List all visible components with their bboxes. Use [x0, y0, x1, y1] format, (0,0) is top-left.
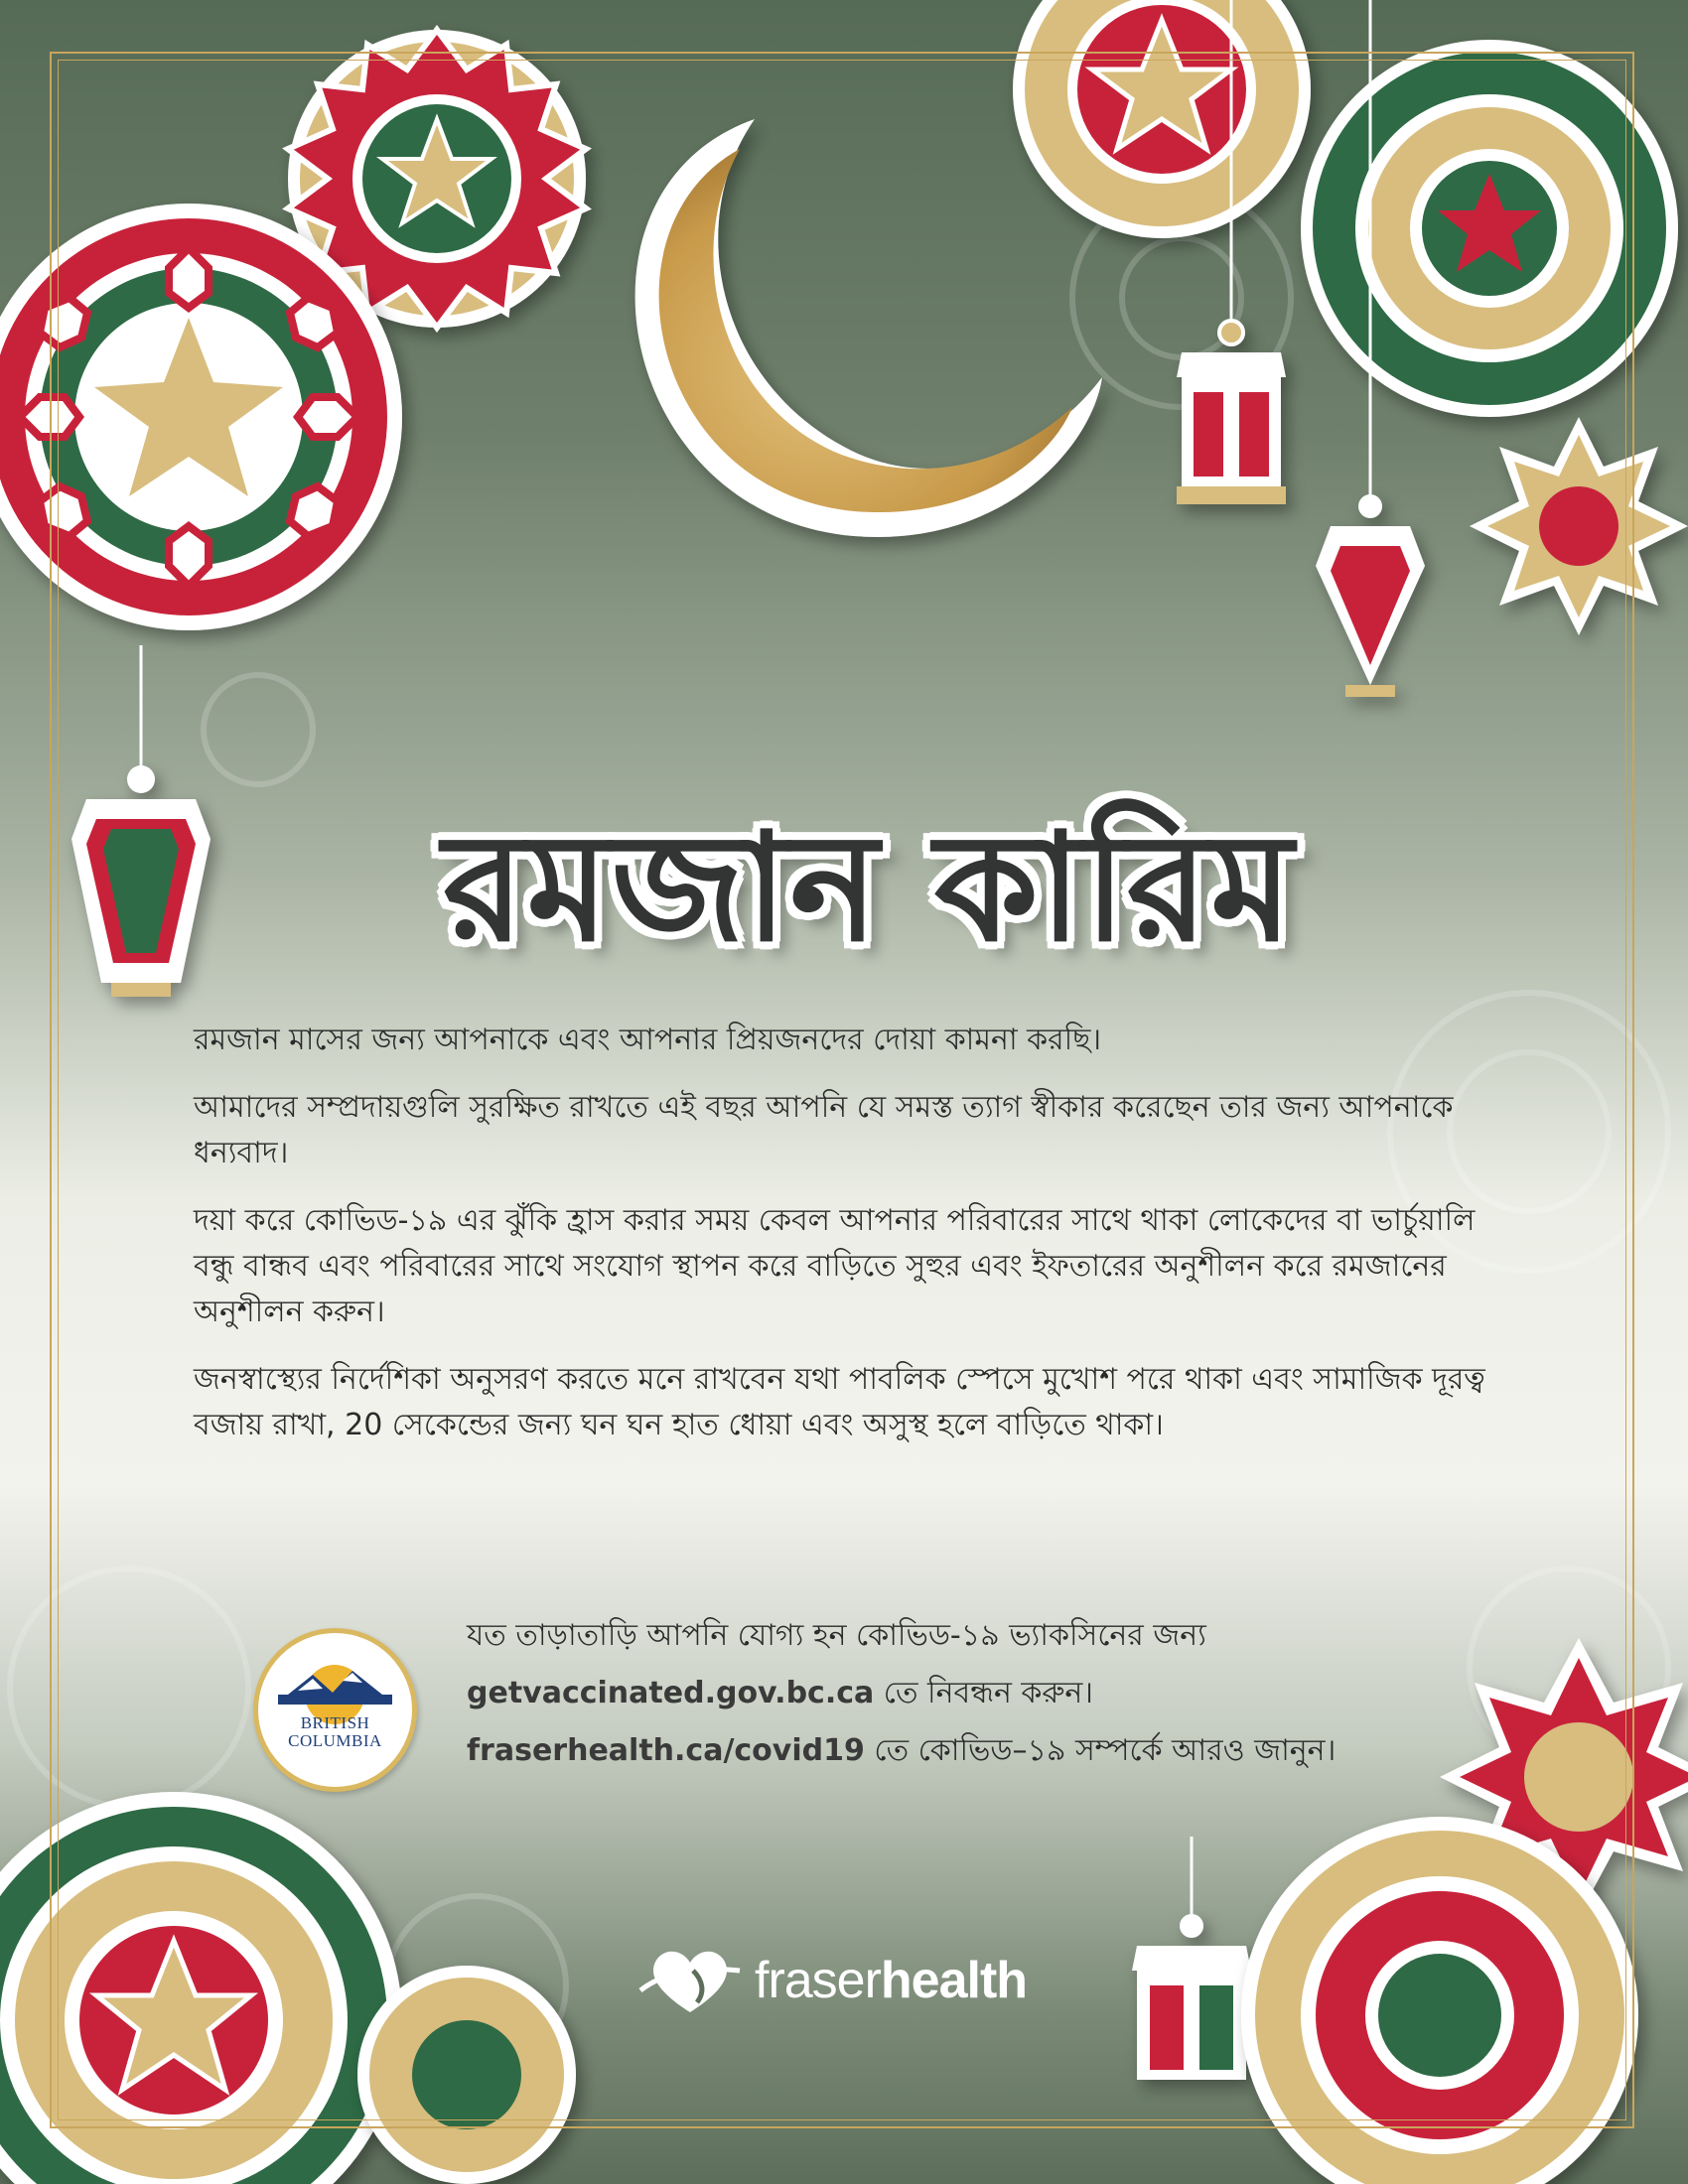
fraserhealth-heart-icon	[635, 1941, 745, 2020]
british-columbia-wordmark: BRITISH COLUMBIA	[288, 1713, 382, 1750]
sun-mountain-icon	[258, 1633, 412, 1787]
footer-info	[467, 1613, 1460, 1786]
fraserhealth-logo	[635, 1941, 1033, 2020]
message-body	[194, 1018, 1514, 1470]
paragraph-thanks: আমাদের সম্প্রদায়গুলি সুরক্ষিত রাখতে এই বছর আপনি যে সমস্ত ত্যাগ স্বীকার করেছেন তার জন্য আপনাকে ধন্যবাদ।	[194, 1090, 1454, 1170]
register-line: getvaccinated.gov.bc.ca তে নিবন্ধন করুন।	[467, 1676, 1094, 1710]
paragraph-greeting: রমজান মাসের জন্য আপনাকে এবং আপনার প্রিয়জনদের দোয়া কামনা করছি।	[194, 1023, 1102, 1057]
learn-more-line: fraserhealth.ca/covid19 তে কোভিড–১৯ সম্পর্কে আরও জানুন।	[467, 1733, 1336, 1768]
british-columbia-logo	[253, 1628, 417, 1792]
fraserhealth-wordmark: fraserhealth	[755, 1952, 1028, 2009]
getvaccinated-link[interactable]: getvaccinated.gov.bc.ca	[467, 1676, 875, 1710]
fraserhealth-link[interactable]: fraserhealth.ca/covid19	[467, 1733, 865, 1768]
vaccine-eligibility-text: যত তাড়াতাড়ি আপনি যোগ্য হন কোভিড-১৯ ভ্যাকসিনের জন্য	[467, 1618, 1206, 1653]
paragraph-practice: দয়া করে কোভিড-১৯ এর ঝুঁকি হ্রাস করার সময় কেবল আপনার পরিবারের সাথে থাকা লোকেদের বা ভার্চুয়ালি বন্ধু বান্ধব এবং পরিবারের সাথে সংযোগ স্থাপন করে বাড়িতে সুহুর এবং ইফতারের অনুশীলন করে রমজানের অনুশীলন করুন।	[194, 1203, 1476, 1329]
page-title: রমজান কারিম	[442, 802, 1296, 975]
paragraph-guidelines: জনস্বাস্থ্যের নির্দেশিকা অনুসরণ করতে মনে রাখবেন যথা পাবলিক স্পেসে মুখোশ পরে থাকা এবং সামাজিক দূরত্ব বজায় রাখা, 20 সেকেন্ডের জন্য ঘন ঘন হাত ধোয়া এবং অসুস্থ হলে বাড়িতে থাকা।	[194, 1362, 1485, 1442]
